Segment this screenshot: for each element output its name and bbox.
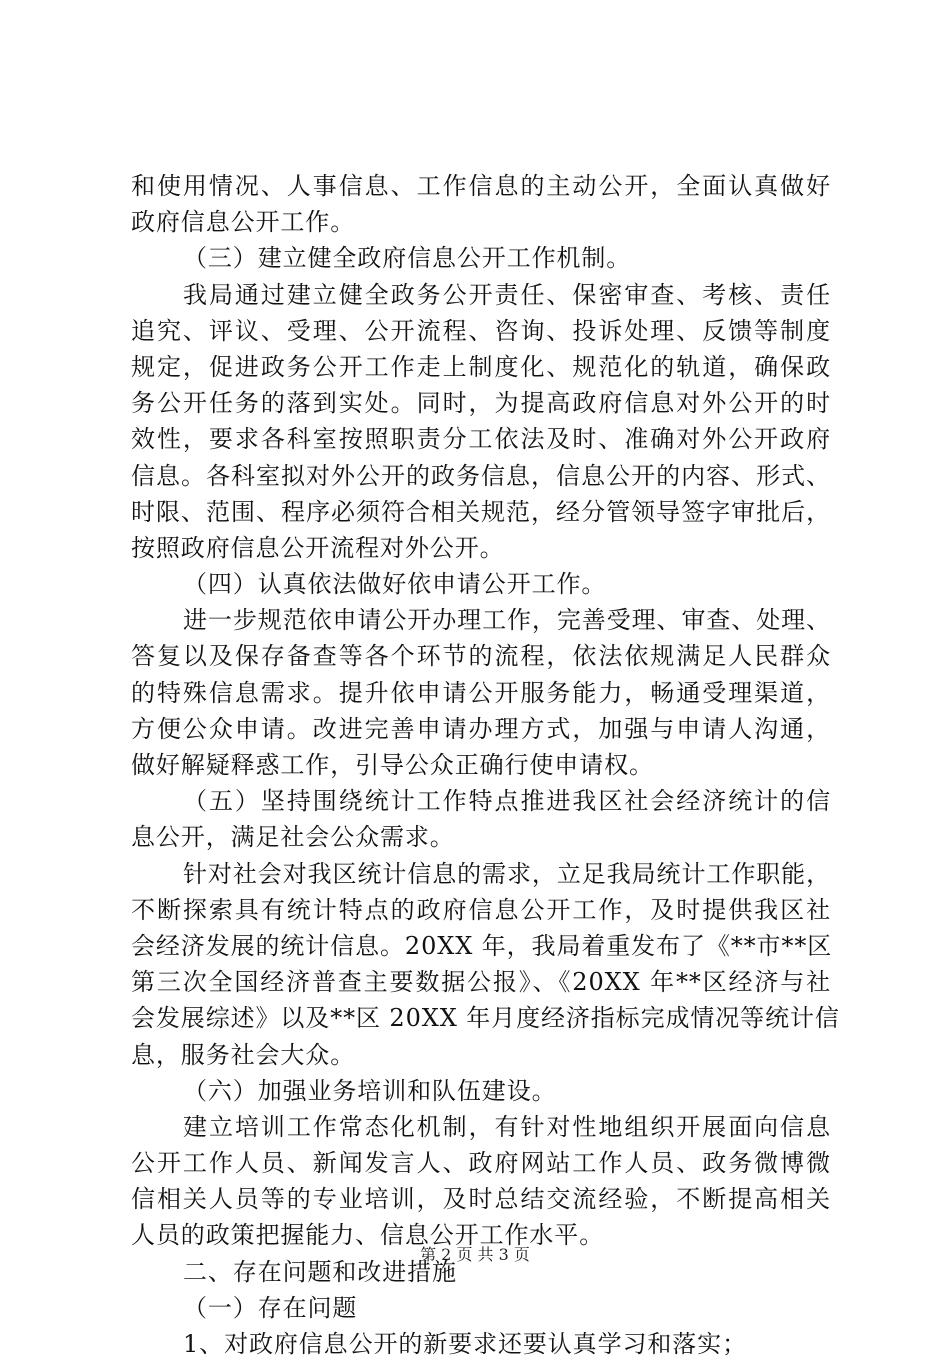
section-heading: （五）坚持围绕统计工作特点推进我区社会经济统计的信 — [183, 787, 831, 816]
document-body — [131, 168, 840, 1362]
paragraph-line: 的特殊信息需求。提升依申请公开服务能力，畅通受理渠道， — [131, 678, 831, 707]
paragraph-line: 规定，促进政务公开工作走上制度化、规范化的轨道，确保政 — [131, 352, 831, 381]
section-heading: （六）加强业务培训和队伍建设。 — [183, 1076, 557, 1105]
paragraph-line: 人员的政策把握能力、信息公开工作水平。 — [131, 1221, 605, 1250]
section-heading: （三）建立健全政府信息公开工作机制。 — [183, 244, 632, 273]
paragraph-line: 息，服务社会大众。 — [131, 1040, 356, 1069]
paragraph-line: 按照政府信息公开流程对外公开。 — [131, 533, 505, 562]
paragraph-line: 和使用情况、人事信息、工作信息的主动公开，全面认真做好 — [131, 172, 831, 200]
paragraph-line: 会经济发展的统计信息。20XX 年，我局着重发布了《**市**区 — [131, 931, 833, 960]
paragraph-line: 信息。各科室拟对外公开的政务信息，信息公开的内容、形式、 — [131, 461, 831, 490]
paragraph-line: 不断探索具有统计特点的政府信息公开工作，及时提供我区社 — [131, 895, 831, 924]
paragraph-line: 做好解疑释惑工作，引导公众正确行使申请权。 — [131, 751, 654, 779]
paragraph-line: 追究、评议、受理、公开流程、咨询、投诉处理、反馈等制度 — [131, 316, 831, 345]
paragraph-line: 答复以及保存备查等各个环节的流程，依法依规满足人民群众 — [131, 642, 831, 671]
paragraph-line: 务公开任务的落到实处。同时，为提高政府信息对外公开的时 — [131, 389, 831, 418]
paragraph-line: 信相关人员等的专业培训，及时总结交流经验，不断提高相关 — [131, 1185, 831, 1214]
paragraph-line: 第三次全国经济普查主要数据公报》、《20XX 年**区经济与社 — [131, 968, 831, 997]
section-heading: （四）认真依法做好依申请公开工作。 — [183, 570, 607, 599]
chapter-heading: 二、存在问题和改进措施 — [183, 1257, 457, 1286]
page-number-footer: 第 2 页 共 3 页 — [420, 1245, 530, 1264]
paragraph-line: 会发展综述》以及**区 20XX 年月度经济指标完成情况等统计信 — [131, 1004, 840, 1033]
paragraph-line: 时限、范围、程序必须符合相关规范，经分管领导签字审批后， — [131, 497, 831, 526]
section-heading-continued: 息公开，满足社会公众需求。 — [131, 823, 455, 852]
paragraph-line: 政府信息公开工作。 — [131, 208, 356, 237]
paragraph-line: 公开工作人员、新闻发言人、政府网站工作人员、政务微博微 — [131, 1149, 831, 1178]
list-item: 1、对政府信息公开的新要求还要认真学习和落实； — [183, 1330, 747, 1358]
paragraph-line: 建立培训工作常态化机制，有针对性地组织开展面向信息 — [183, 1112, 831, 1141]
subsection-heading: （一）存在问题 — [183, 1293, 358, 1322]
paragraph-line: 进一步规范依申请公开办理工作，完善受理、审查、处理、 — [183, 606, 831, 635]
paragraph-line: 针对社会对我区统计信息的需求，立足我局统计工作职能， — [183, 859, 831, 888]
paragraph-line: 效性，要求各科室按照职责分工依法及时、准确对外公开政府 — [131, 425, 831, 454]
paragraph-line: 方便公众申请。改进完善申请办理方式，加强与申请人沟通， — [131, 714, 831, 743]
paragraph-line: 我局通过建立健全政务公开责任、保密审查、考核、责任 — [183, 280, 831, 309]
